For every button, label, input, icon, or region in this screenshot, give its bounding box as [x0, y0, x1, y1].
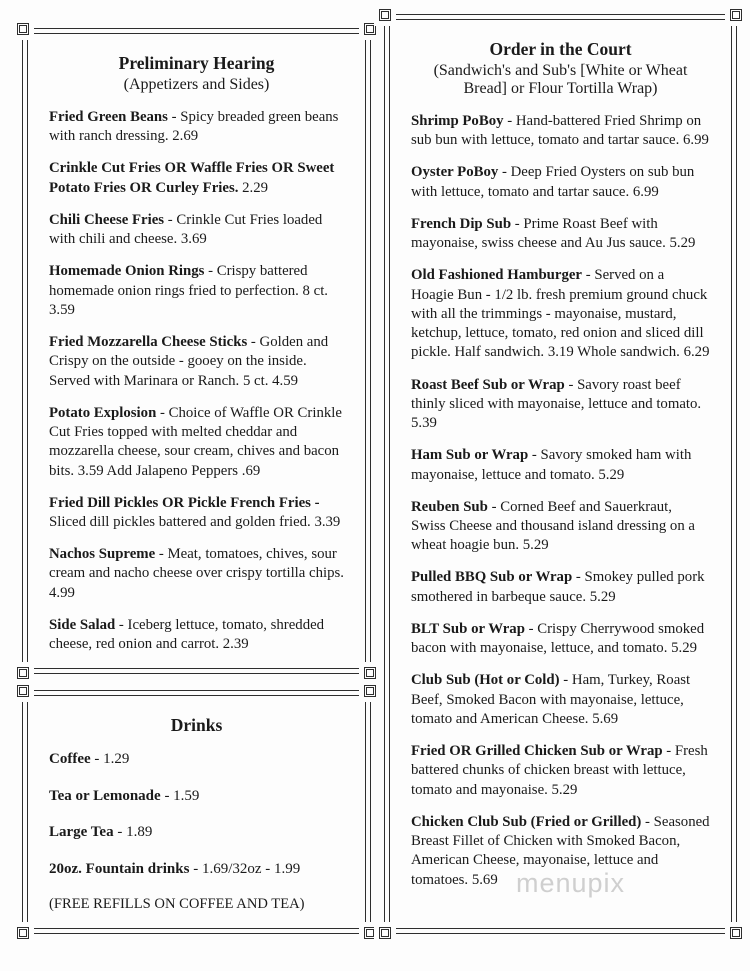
item-name: French Dip Sub — [411, 215, 512, 232]
item-desc: - Spicy breaded green beans with ranch dressing. 2.69 — [49, 109, 339, 145]
item-desc: - Served on a Hoagie Bun - 1/2 lb. fresh premium ground chuck with all the trimmings - mayonaise, mustard, ketchup, lettuce, tomato, red onion and sliced dill pickle. Half sandwich. 3.19 Whole sandwich. 6.29 — [411, 267, 710, 361]
item-name: Nachos Supreme — [49, 546, 156, 563]
menu-item — [49, 823, 344, 843]
item-desc: - Hand-battered Fried Shrimp on sub bun with lettuce, tomato and tartar sauce. 6.99 — [411, 113, 709, 149]
menu-item — [49, 545, 344, 603]
item-name: Shrimp PoBoy — [411, 113, 504, 129]
frame-corner-ornament — [12, 922, 34, 944]
sandwiches-section — [384, 14, 737, 934]
item-desc: - Smokey pulled pork smothered in barbeque sauce. 5.29 — [411, 569, 705, 605]
item-desc: - Meat, tomatoes, chives, sour cream and nacho cheese over crispy tortilla chips. 4.99 — [49, 546, 344, 601]
frame-corner-ornament — [374, 922, 396, 944]
item-desc: - Ham, Turkey, Roast Beef, Smoked Bacon with mayonaise, lettuce, tomato and American Cheese. 5.69 — [411, 672, 691, 727]
menu-item — [411, 376, 710, 434]
drinks-section — [22, 690, 371, 934]
appetizers-section — [22, 28, 371, 674]
item-desc: - Fresh battered chunks of chicken breast with lettuce, tomato and mayonaise. 5.29 — [411, 743, 708, 798]
item-desc: - 1.69/32oz - 1.99 — [189, 860, 301, 877]
item-desc: - 1.89 — [113, 824, 153, 840]
appetizers-content — [29, 35, 364, 667]
menu-item — [49, 860, 344, 880]
item-name: Tea or Lemonade — [49, 787, 161, 804]
menu-item — [49, 494, 344, 532]
menu-item — [411, 446, 710, 484]
item-name: Coffee — [49, 751, 91, 767]
drinks-title: Drinks — [170, 715, 223, 735]
item-desc: - Crinkle Cut Fries loaded with chili and cheese. 3.69 — [49, 211, 323, 248]
item-desc: - Savory smoked ham with mayonaise, lettuce and tomato. 5.29 — [411, 447, 692, 483]
item-name: Fried Mozzarella Cheese Sticks — [49, 334, 248, 351]
menu-item — [411, 671, 710, 729]
item-name: Large Tea — [49, 824, 114, 840]
menu-item — [49, 333, 344, 391]
item-desc: - Savory roast beef thinly sliced with mayonaise, lettuce and tomato. 5.39 — [411, 376, 702, 432]
item-name: Roast Beef Sub or Wrap — [411, 376, 565, 393]
menu-item — [49, 262, 344, 320]
item-name: Chili Cheese Fries — [49, 211, 165, 228]
item-name: BLT Sub or Wrap — [411, 620, 525, 637]
item-desc: - Choice of Waffle OR Crinkle Cut Fries topped with melted cheddar and mozzarella cheese, sour cream, chives and bacon bits. 3.59 Add Jalapeno Peppers .69 — [49, 404, 342, 479]
item-desc: - Deep Fried Oysters on sub bun with lettuce, tomato and tartar sauce. 6.99 — [411, 164, 695, 200]
item-name: Club Sub (Hot or Cold) — [411, 672, 560, 689]
item-desc: 2.29 — [238, 179, 269, 196]
frame-corner-ornament — [725, 922, 747, 944]
menu-item — [49, 616, 344, 654]
menu-item — [411, 112, 710, 150]
menu-item — [49, 787, 344, 807]
item-desc: - Crispy Cherrywood smoked bacon with mayonaise, lettuce, and tomato. 5.29 — [411, 620, 705, 657]
free-refills-note: (FREE REFILLS ON COFFEE AND TEA) — [49, 896, 305, 912]
menu-item — [49, 211, 344, 249]
item-desc: - 1.29 — [90, 751, 130, 767]
item-name: Crinkle Cut Fries OR Waffle Fries OR Sweet Potato Fries OR Curley Fries. — [49, 160, 335, 196]
item-name: Oyster PoBoy — [411, 164, 499, 181]
item-name: Old Fashioned Hamburger — [411, 267, 583, 284]
frame-corner-ornament — [12, 18, 34, 40]
menu-item — [49, 404, 344, 481]
appetizers-title: Preliminary Hearing — [118, 53, 275, 73]
sandwiches-subtitle: (Sandwich's and Sub's [White or Wheat Bread] or Flour Tortilla Wrap) — [433, 62, 688, 97]
item-name: Homemade Onion Rings — [49, 263, 205, 280]
item-desc: - Prime Roast Beef with mayonaise, swiss cheese and Au Jus sauce. 5.29 — [411, 215, 696, 252]
menu-item — [411, 568, 710, 606]
item-name: 20oz. Fountain drinks — [49, 860, 190, 877]
item-desc: - Crispy battered homemade onion rings fried to perfection. 8 ct. 3.59 — [49, 263, 329, 318]
drinks-content — [29, 697, 364, 927]
item-name: Reuben Sub — [411, 498, 488, 515]
frame-corner-ornament — [374, 4, 396, 26]
menu-item — [411, 215, 710, 253]
menu-item — [49, 750, 344, 770]
menu-item — [411, 620, 710, 658]
item-name: Chicken Club Sub (Fried or Grilled) — [411, 813, 642, 830]
menu-item — [49, 108, 344, 146]
item-name: Pulled BBQ Sub or Wrap — [411, 569, 573, 586]
item-desc: - Iceberg lettuce, tomato, shredded cheese, red onion and carrot. 2.39 — [49, 616, 325, 653]
item-desc: - Corned Beef and Sauerkraut, Swiss Cheese and thousand island dressing on a wheat hoagie bun. 5.29 — [411, 498, 695, 554]
menu-item — [411, 163, 710, 201]
item-name: Fried Green Beans — [49, 109, 168, 125]
item-name: Fried OR Grilled Chicken Sub or Wrap — [411, 743, 663, 760]
sandwiches-content — [391, 21, 730, 927]
frame-corner-ornament — [12, 680, 34, 702]
menu-item — [411, 498, 710, 556]
sandwiches-title: Order in the Court — [489, 39, 632, 59]
frame-corner-ornament — [725, 4, 747, 26]
item-desc: - 1.59 — [160, 787, 200, 804]
item-name: Side Salad — [49, 616, 116, 633]
frame-corner-ornament — [359, 680, 381, 702]
item-name: Potato Explosion — [49, 404, 157, 421]
item-desc: - Seasoned Breast Fillet of Chicken with Smoked Bacon, American Cheese, mayonaise, lettuce and tomatoes. 5.69 — [411, 813, 710, 888]
menupix-watermark: menupix — [516, 868, 626, 898]
menu-item — [411, 742, 710, 800]
item-desc: Sliced dill pickles battered and golden fried. 3.39 — [49, 513, 341, 530]
item-name: Fried Dill Pickles OR Pickle French Fries - — [49, 494, 320, 511]
menu-item — [49, 159, 344, 197]
item-desc: - Golden and Crispy on the outside - gooey on the inside. Served with Marinara or Ranch. 5 ct. 4.59 — [49, 334, 329, 389]
appetizers-subtitle: (Appetizers and Sides) — [123, 76, 270, 93]
menu-item — [411, 266, 710, 362]
item-name: Ham Sub or Wrap — [411, 447, 529, 464]
